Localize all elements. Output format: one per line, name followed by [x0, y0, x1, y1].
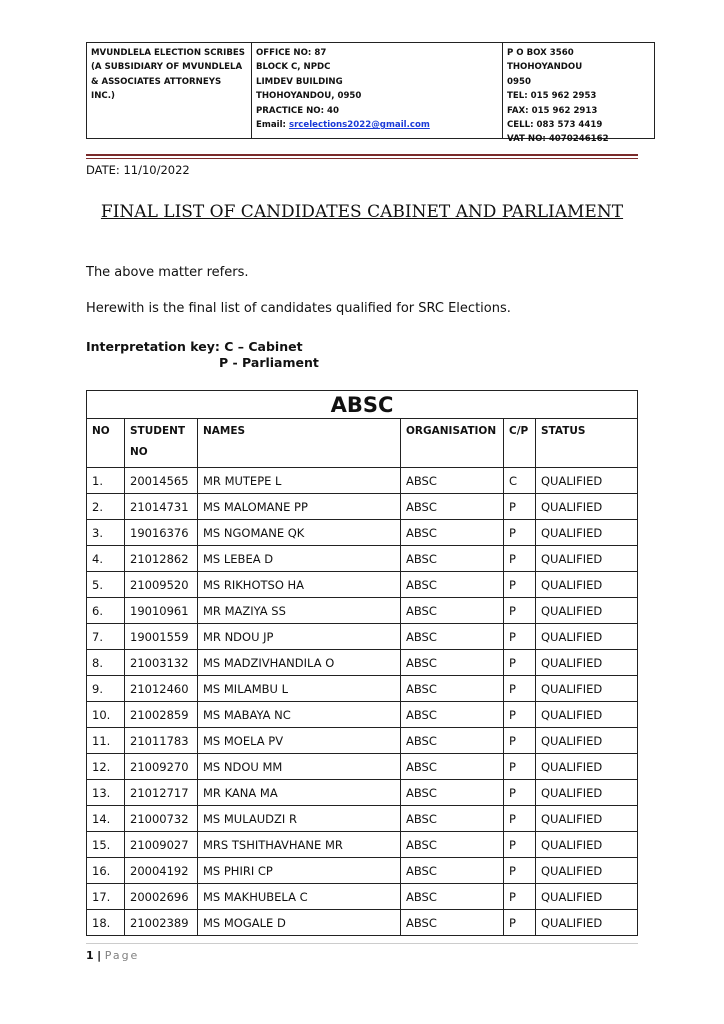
- row-number-cell: 5.: [87, 572, 125, 598]
- cabinet-parliament-cell: P: [504, 624, 536, 650]
- organisation-cell: ABSC: [401, 572, 504, 598]
- letterhead-address-line: THOHOYANDOU, 0950: [256, 91, 362, 102]
- status-cell: QUALIFIED: [536, 832, 638, 858]
- organisation-cell: ABSC: [401, 494, 504, 520]
- letterhead: [86, 42, 655, 145]
- table-row: [87, 910, 638, 936]
- header-names: NAMES: [198, 419, 401, 468]
- footer-separator: |: [97, 949, 102, 962]
- interpretation-key: [86, 339, 319, 371]
- table-row: [87, 780, 638, 806]
- cabinet-parliament-cell: P: [504, 806, 536, 832]
- table-row: [87, 520, 638, 546]
- row-number-cell: 14.: [87, 806, 125, 832]
- group-title: ABSC: [87, 391, 638, 419]
- header-organisation: ORGANISATION: [401, 419, 504, 468]
- table-row: [87, 806, 638, 832]
- letterhead-firm-line: & ASSOCIATES ATTORNEYS: [91, 76, 222, 87]
- student-number-cell: 21012717: [125, 780, 198, 806]
- email-label: Email:: [256, 120, 286, 131]
- candidate-name-cell: MS RIKHOTSO HA: [198, 572, 401, 598]
- header-status: STATUS: [536, 419, 638, 468]
- document-date: DATE: 11/10/2022: [86, 163, 190, 177]
- organisation-cell: ABSC: [401, 624, 504, 650]
- table-row: [87, 624, 638, 650]
- status-cell: QUALIFIED: [536, 468, 638, 494]
- row-number-cell: 3.: [87, 520, 125, 546]
- status-cell: QUALIFIED: [536, 572, 638, 598]
- letterhead-address-line: OFFICE NO: 87: [256, 48, 327, 58]
- student-number-cell: 19001559: [125, 624, 198, 650]
- table-row: [87, 858, 638, 884]
- row-number-cell: 9.: [87, 676, 125, 702]
- letterhead-contact-line: TEL: 015 962 2953: [507, 91, 597, 102]
- table-body: [87, 468, 638, 936]
- table-row: [87, 650, 638, 676]
- letterhead-contact-line: THOHOYANDOU: [507, 62, 583, 73]
- cabinet-parliament-cell: P: [504, 884, 536, 910]
- table-row: [87, 546, 638, 572]
- page-footer: [86, 949, 139, 962]
- table-row: [87, 494, 638, 520]
- page-label: Page: [104, 949, 140, 962]
- organisation-cell: ABSC: [401, 858, 504, 884]
- letterhead-email-line: [256, 118, 498, 132]
- candidate-name-cell: MS MILAMBU L: [198, 676, 401, 702]
- letterhead-contact: [503, 43, 654, 145]
- candidate-name-cell: MR KANA MA: [198, 780, 401, 806]
- candidate-name-cell: MS PHIRI CP: [198, 858, 401, 884]
- organisation-cell: ABSC: [401, 780, 504, 806]
- letterhead-address: [252, 43, 503, 138]
- organisation-cell: ABSC: [401, 910, 504, 936]
- candidate-name-cell: MS MULAUDZI R: [198, 806, 401, 832]
- row-number-cell: 12.: [87, 754, 125, 780]
- page-number: 1: [86, 949, 94, 962]
- row-number-cell: 15.: [87, 832, 125, 858]
- student-number-cell: 21012460: [125, 676, 198, 702]
- cabinet-parliament-cell: P: [504, 546, 536, 572]
- cabinet-parliament-cell: P: [504, 832, 536, 858]
- table-header-row: [87, 419, 638, 468]
- letterhead-address-line: PRACTICE NO: 40: [256, 105, 339, 116]
- table-row: [87, 728, 638, 754]
- cabinet-parliament-cell: P: [504, 494, 536, 520]
- cabinet-parliament-cell: C: [504, 468, 536, 494]
- letterhead-firm-line: (A SUBSIDIARY OF MVUNDLELA: [91, 62, 243, 73]
- row-number-cell: 11.: [87, 728, 125, 754]
- letterhead-contact-line: VAT NO: 4070246162: [507, 134, 609, 145]
- table-row: [87, 572, 638, 598]
- table-row: [87, 676, 638, 702]
- candidate-name-cell: MS MALOMANE PP: [198, 494, 401, 520]
- row-number-cell: 18.: [87, 910, 125, 936]
- status-cell: QUALIFIED: [536, 806, 638, 832]
- letterhead-contact-line: 0950: [507, 76, 531, 87]
- organisation-cell: ABSC: [401, 598, 504, 624]
- student-number-cell: 21000732: [125, 806, 198, 832]
- table-row: [87, 598, 638, 624]
- header-divider: [86, 154, 638, 156]
- status-cell: QUALIFIED: [536, 624, 638, 650]
- candidate-name-cell: MR MAZIYA SS: [198, 598, 401, 624]
- candidate-name-cell: MS MADZIVHANDILA O: [198, 650, 401, 676]
- email-link[interactable]: srcelections2022@gmail.com: [288, 120, 430, 131]
- cabinet-parliament-cell: P: [504, 676, 536, 702]
- organisation-cell: ABSC: [401, 702, 504, 728]
- letterhead-contact-line: FAX: 015 962 2913: [507, 105, 598, 116]
- organisation-cell: ABSC: [401, 676, 504, 702]
- organisation-cell: ABSC: [401, 754, 504, 780]
- row-number-cell: 16.: [87, 858, 125, 884]
- student-number-cell: 21009520: [125, 572, 198, 598]
- letterhead-contact-line: CELL: 083 573 4419: [507, 120, 603, 131]
- header-divider: [86, 158, 638, 159]
- organisation-cell: ABSC: [401, 832, 504, 858]
- candidate-name-cell: MS NDOU MM: [198, 754, 401, 780]
- footer-divider: [86, 943, 638, 944]
- student-number-cell: 21012862: [125, 546, 198, 572]
- cabinet-parliament-cell: P: [504, 702, 536, 728]
- candidate-name-cell: MRS TSHITHAVHANE MR: [198, 832, 401, 858]
- student-number-cell: 20014565: [125, 468, 198, 494]
- document-title: FINAL LIST OF CANDIDATES CABINET AND PARLIAMENT: [100, 202, 624, 222]
- status-cell: QUALIFIED: [536, 546, 638, 572]
- status-cell: QUALIFIED: [536, 728, 638, 754]
- student-number-cell: 21002859: [125, 702, 198, 728]
- status-cell: QUALIFIED: [536, 910, 638, 936]
- letterhead-address-line: LIMDEV BUILDING: [256, 76, 343, 87]
- cabinet-parliament-cell: P: [504, 910, 536, 936]
- organisation-cell: ABSC: [401, 884, 504, 910]
- table-row: [87, 832, 638, 858]
- table-group-row: [87, 391, 638, 419]
- key-parliament: P - Parliament: [219, 355, 319, 370]
- table-row: [87, 702, 638, 728]
- candidate-name-cell: MS LEBEA D: [198, 546, 401, 572]
- student-number-cell: 21014731: [125, 494, 198, 520]
- cabinet-parliament-cell: P: [504, 520, 536, 546]
- organisation-cell: ABSC: [401, 650, 504, 676]
- cabinet-parliament-cell: P: [504, 598, 536, 624]
- letterhead-firm: [87, 43, 252, 138]
- header-student-no: STUDENT NO: [125, 419, 198, 468]
- cabinet-parliament-cell: P: [504, 572, 536, 598]
- student-number-cell: 19016376: [125, 520, 198, 546]
- row-number-cell: 17.: [87, 884, 125, 910]
- cabinet-parliament-cell: P: [504, 858, 536, 884]
- row-number-cell: 6.: [87, 598, 125, 624]
- status-cell: QUALIFIED: [536, 858, 638, 884]
- table-row: [87, 884, 638, 910]
- header-no: NO: [87, 419, 125, 468]
- row-number-cell: 8.: [87, 650, 125, 676]
- body-paragraph: Herewith is the final list of candidates qualified for SRC Elections.: [86, 301, 511, 316]
- candidate-name-cell: MR MUTEPE L: [198, 468, 401, 494]
- cabinet-parliament-cell: P: [504, 650, 536, 676]
- row-number-cell: 4.: [87, 546, 125, 572]
- row-number-cell: 1.: [87, 468, 125, 494]
- status-cell: QUALIFIED: [536, 650, 638, 676]
- student-number-cell: 21009270: [125, 754, 198, 780]
- intro-paragraph: The above matter refers.: [86, 265, 249, 280]
- table-row: [87, 468, 638, 494]
- student-number-cell: 20004192: [125, 858, 198, 884]
- candidate-name-cell: MS MOGALE D: [198, 910, 401, 936]
- status-cell: QUALIFIED: [536, 598, 638, 624]
- cabinet-parliament-cell: P: [504, 754, 536, 780]
- status-cell: QUALIFIED: [536, 520, 638, 546]
- organisation-cell: ABSC: [401, 806, 504, 832]
- letterhead-address-line: BLOCK C, NPDC: [256, 62, 331, 73]
- cabinet-parliament-cell: P: [504, 728, 536, 754]
- candidate-name-cell: MR NDOU JP: [198, 624, 401, 650]
- status-cell: QUALIFIED: [536, 780, 638, 806]
- row-number-cell: 10.: [87, 702, 125, 728]
- row-number-cell: 13.: [87, 780, 125, 806]
- letterhead-firm-line: MVUNDLELA ELECTION SCRIBES: [91, 48, 245, 58]
- candidate-name-cell: MS MABAYA NC: [198, 702, 401, 728]
- status-cell: QUALIFIED: [536, 884, 638, 910]
- letterhead-contact-line: P O BOX 3560: [507, 48, 574, 58]
- row-number-cell: 2.: [87, 494, 125, 520]
- status-cell: QUALIFIED: [536, 676, 638, 702]
- organisation-cell: ABSC: [401, 468, 504, 494]
- candidates-table: [86, 390, 638, 936]
- header-cp: C/P: [504, 419, 536, 468]
- student-number-cell: 19010961: [125, 598, 198, 624]
- student-number-cell: 21003132: [125, 650, 198, 676]
- candidate-name-cell: MS NGOMANE QK: [198, 520, 401, 546]
- cabinet-parliament-cell: P: [504, 780, 536, 806]
- letterhead-firm-line: INC.): [91, 91, 115, 102]
- status-cell: QUALIFIED: [536, 702, 638, 728]
- key-cabinet: C – Cabinet: [224, 339, 303, 354]
- student-number-cell: 20002696: [125, 884, 198, 910]
- status-cell: QUALIFIED: [536, 754, 638, 780]
- table-row: [87, 754, 638, 780]
- row-number-cell: 7.: [87, 624, 125, 650]
- organisation-cell: ABSC: [401, 520, 504, 546]
- status-cell: QUALIFIED: [536, 494, 638, 520]
- key-label: Interpretation key:: [86, 339, 220, 354]
- organisation-cell: ABSC: [401, 546, 504, 572]
- candidate-name-cell: MS MAKHUBELA C: [198, 884, 401, 910]
- organisation-cell: ABSC: [401, 728, 504, 754]
- student-number-cell: 21009027: [125, 832, 198, 858]
- student-number-cell: 21011783: [125, 728, 198, 754]
- candidate-name-cell: MS MOELA PV: [198, 728, 401, 754]
- student-number-cell: 21002389: [125, 910, 198, 936]
